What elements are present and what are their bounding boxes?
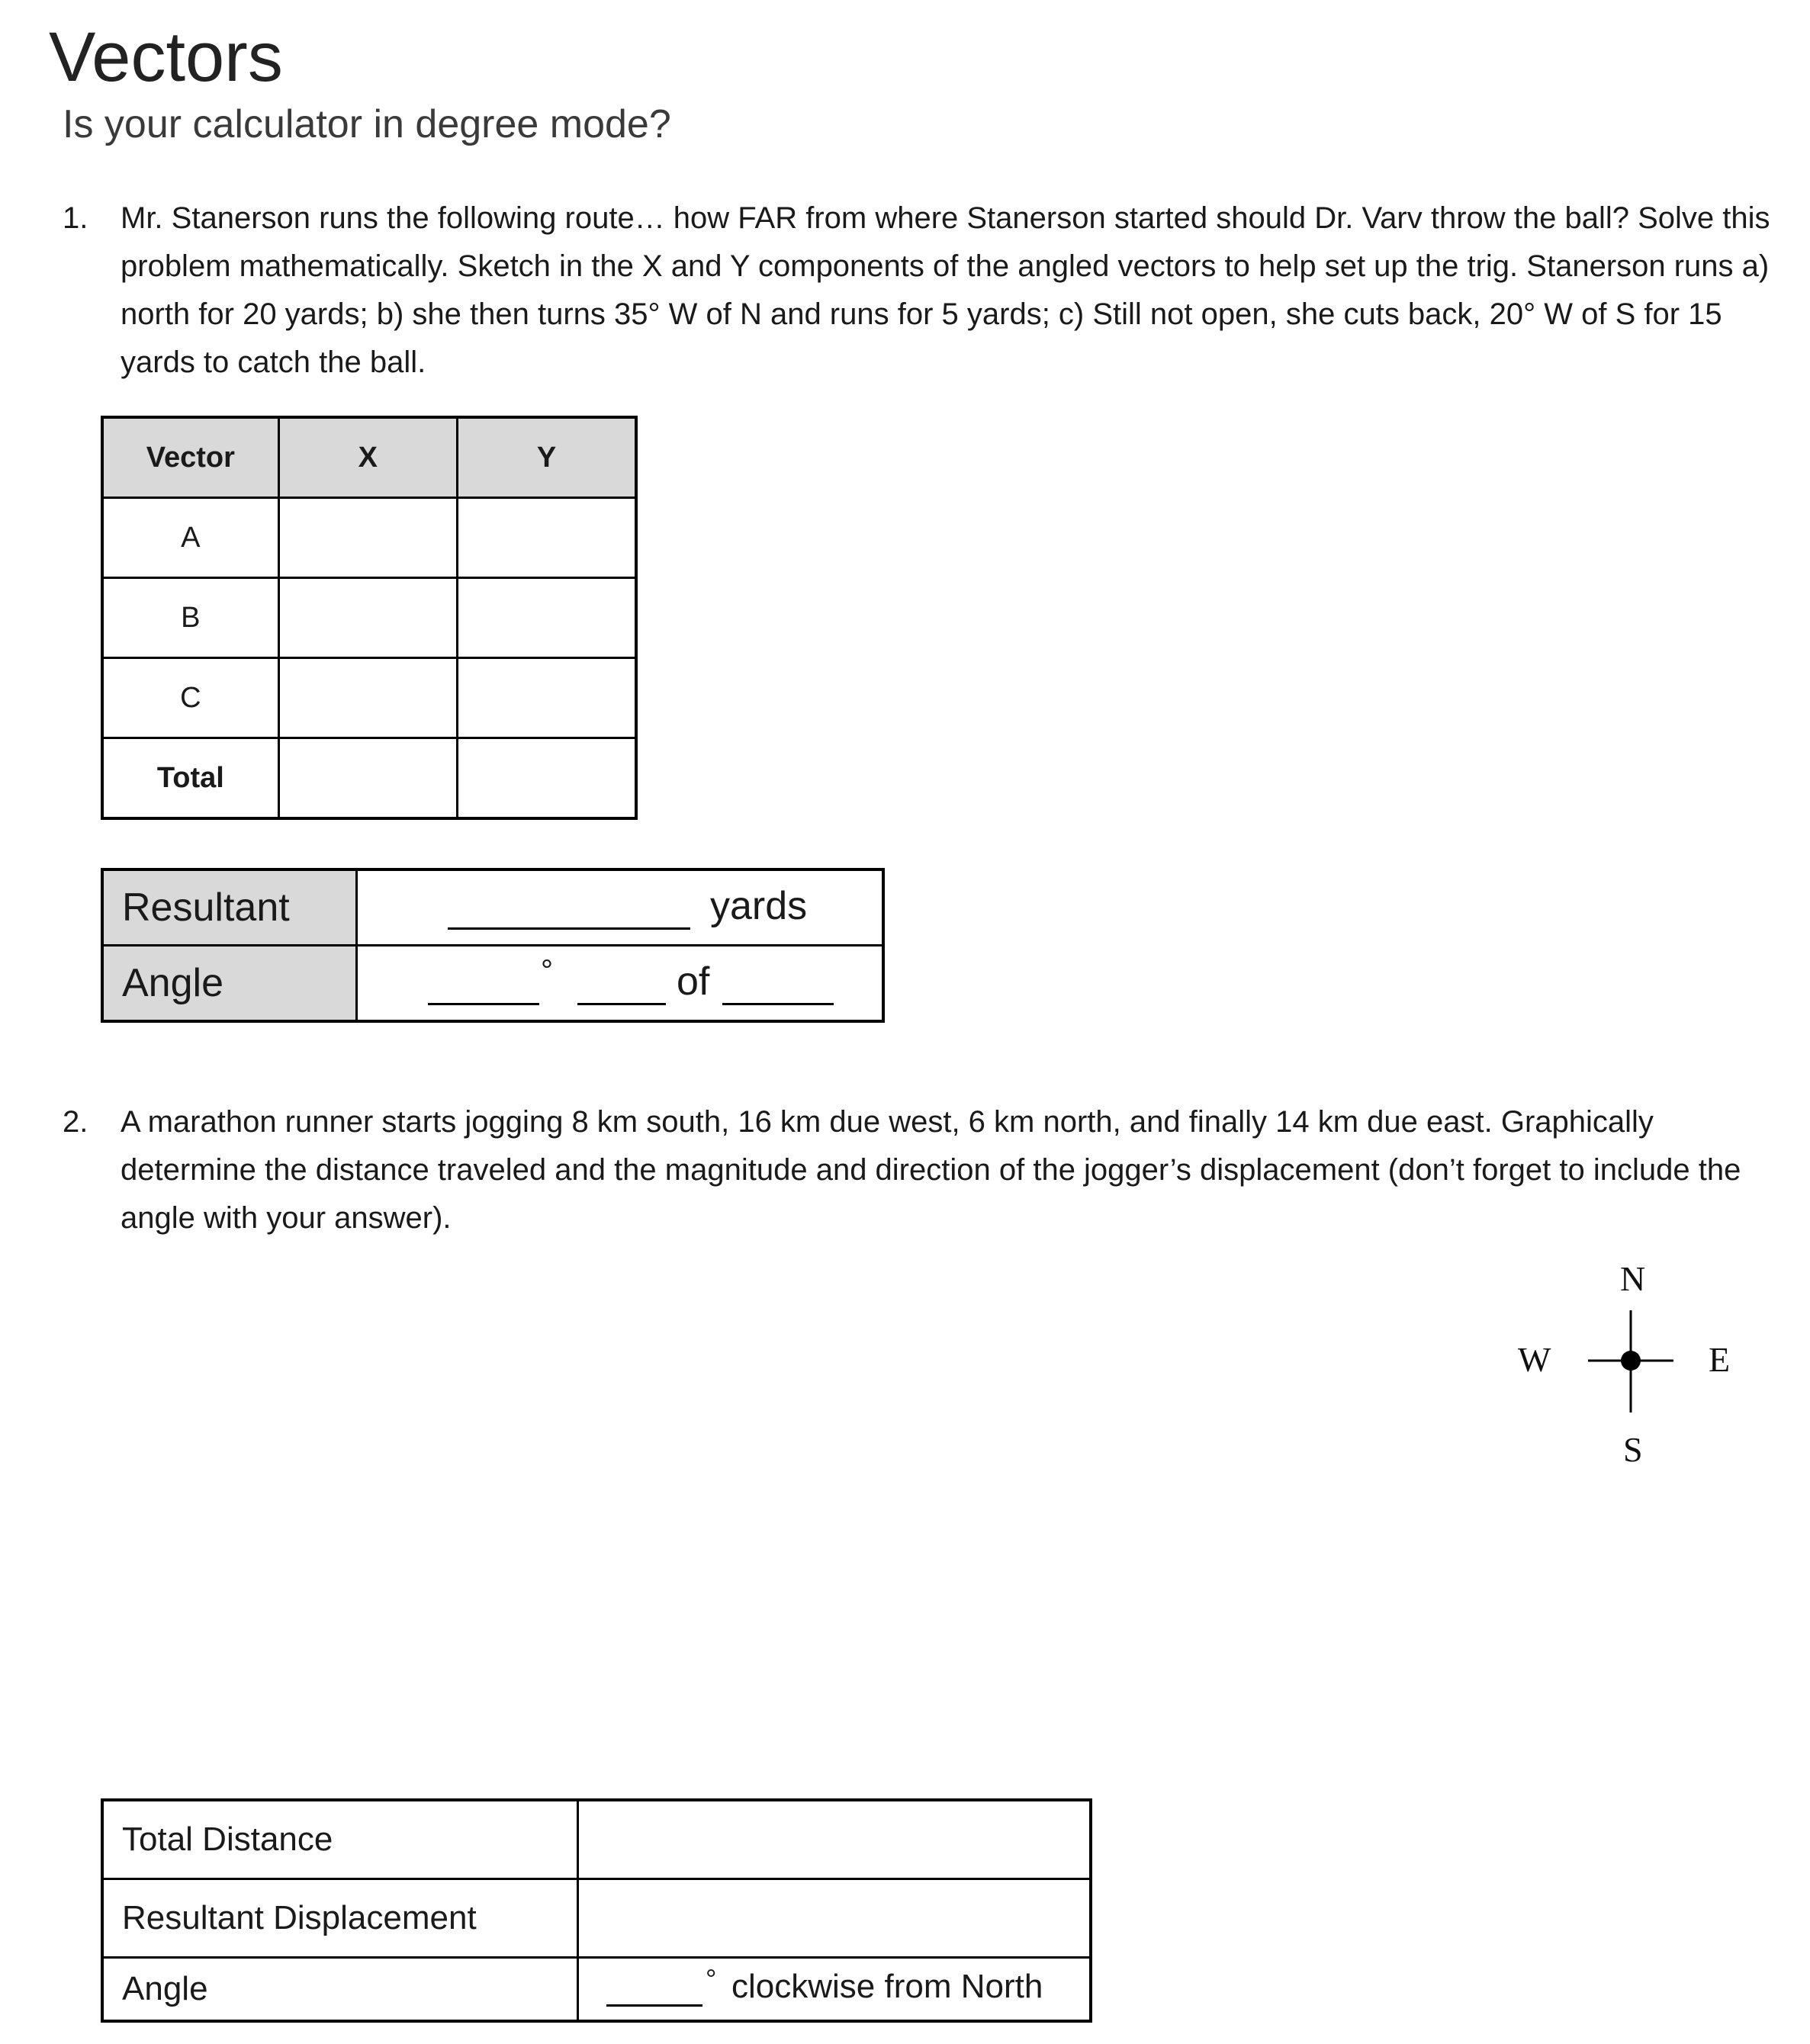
question-2 bbox=[63, 1098, 1779, 1242]
compass-south-label: S bbox=[1623, 1430, 1643, 1469]
y-header: Y bbox=[458, 417, 636, 498]
summary-angle-cell bbox=[578, 1958, 1091, 2022]
table-row bbox=[102, 498, 636, 578]
summary-table bbox=[101, 1798, 1092, 2023]
resultant-displacement-label: Resultant Displacement bbox=[102, 1879, 578, 1958]
summary-angle-row bbox=[102, 1958, 1091, 2022]
total-distance-label: Total Distance bbox=[102, 1800, 578, 1879]
angle-label: Angle bbox=[102, 946, 357, 1022]
x-header: X bbox=[278, 417, 457, 498]
total-x-cell[interactable] bbox=[278, 738, 457, 819]
vector-label-c: C bbox=[102, 658, 278, 738]
vector-c-y-cell[interactable] bbox=[458, 658, 636, 738]
compass-north-label: N bbox=[1620, 1259, 1646, 1298]
compass-east-label: E bbox=[1709, 1340, 1731, 1379]
page-title: Vectors bbox=[49, 18, 283, 96]
yards-unit: yards bbox=[710, 884, 808, 928]
vector-components-table bbox=[101, 416, 638, 820]
angle-direction-blank-2[interactable] bbox=[722, 963, 834, 1005]
angle-value-cell bbox=[357, 946, 884, 1022]
summary-angle-blank[interactable] bbox=[606, 1969, 702, 2007]
summary-angle-label: Angle bbox=[102, 1958, 578, 2022]
vector-header: Vector bbox=[102, 417, 278, 498]
question-2-text: A marathon runner starts jogging 8 km south, 16 km due west, 6 km north, and finally 14 km due east. Graphically determine the distance traveled and the magnitude and direction of the jogger’s displacement (don’t forget to include the angle with your answer). bbox=[121, 1105, 1741, 1235]
resultant-displacement-cell[interactable] bbox=[578, 1879, 1091, 1958]
total-distance-cell[interactable] bbox=[578, 1800, 1091, 1879]
vector-b-y-cell[interactable] bbox=[458, 578, 636, 658]
question-1-text: Mr. Stanerson runs the following route… how FAR from where Stanerson started should Dr. Varv throw the ball? Solve this problem mathematically. Sketch in the X and Y components of the angled vectors to help set up the trig. Stanerson runs a) north for 20 yards; b) she then turns 35° W of N and runs for 5 yards; c) Still not open, she cuts back, 20° W of S for 15 yards to catch the ball. bbox=[121, 201, 1770, 379]
resultant-table bbox=[101, 868, 885, 1023]
compass-cross-icon bbox=[1585, 1306, 1677, 1420]
table-row bbox=[102, 658, 636, 738]
angle-degrees-blank[interactable] bbox=[428, 963, 539, 1005]
clockwise-from-north-text: clockwise from North bbox=[731, 1968, 1043, 2005]
angle-row bbox=[102, 946, 883, 1022]
question-1-number: 1. bbox=[63, 201, 88, 235]
vector-b-x-cell[interactable] bbox=[278, 578, 457, 658]
vector-label-a: A bbox=[102, 498, 278, 578]
resultant-value-cell bbox=[357, 869, 884, 946]
resultant-answer-blank[interactable] bbox=[448, 888, 690, 930]
total-distance-row bbox=[102, 1800, 1091, 1879]
compass-west-label: W bbox=[1518, 1340, 1551, 1379]
resultant-label: Resultant bbox=[102, 869, 357, 946]
angle-direction-blank-1[interactable] bbox=[577, 963, 666, 1005]
resultant-displacement-row bbox=[102, 1879, 1091, 1958]
total-label: Total bbox=[102, 738, 278, 819]
vector-c-x-cell[interactable] bbox=[278, 658, 457, 738]
table-row bbox=[102, 738, 636, 819]
vector-label-b: B bbox=[102, 578, 278, 658]
compass-rose bbox=[1509, 1251, 1753, 1469]
total-y-cell[interactable] bbox=[458, 738, 636, 819]
question-1 bbox=[63, 194, 1779, 387]
of-word: of bbox=[677, 959, 710, 1004]
vector-table-header-row bbox=[102, 417, 636, 498]
table-row bbox=[102, 578, 636, 658]
summary-degree-symbol: ° bbox=[706, 1963, 717, 1994]
vector-a-x-cell[interactable] bbox=[278, 498, 457, 578]
resultant-row bbox=[102, 869, 883, 946]
vector-a-y-cell[interactable] bbox=[458, 498, 636, 578]
page-subtitle: Is your calculator in degree mode? bbox=[63, 102, 671, 146]
question-2-number: 2. bbox=[63, 1105, 88, 1139]
degree-symbol: ° bbox=[541, 954, 553, 988]
